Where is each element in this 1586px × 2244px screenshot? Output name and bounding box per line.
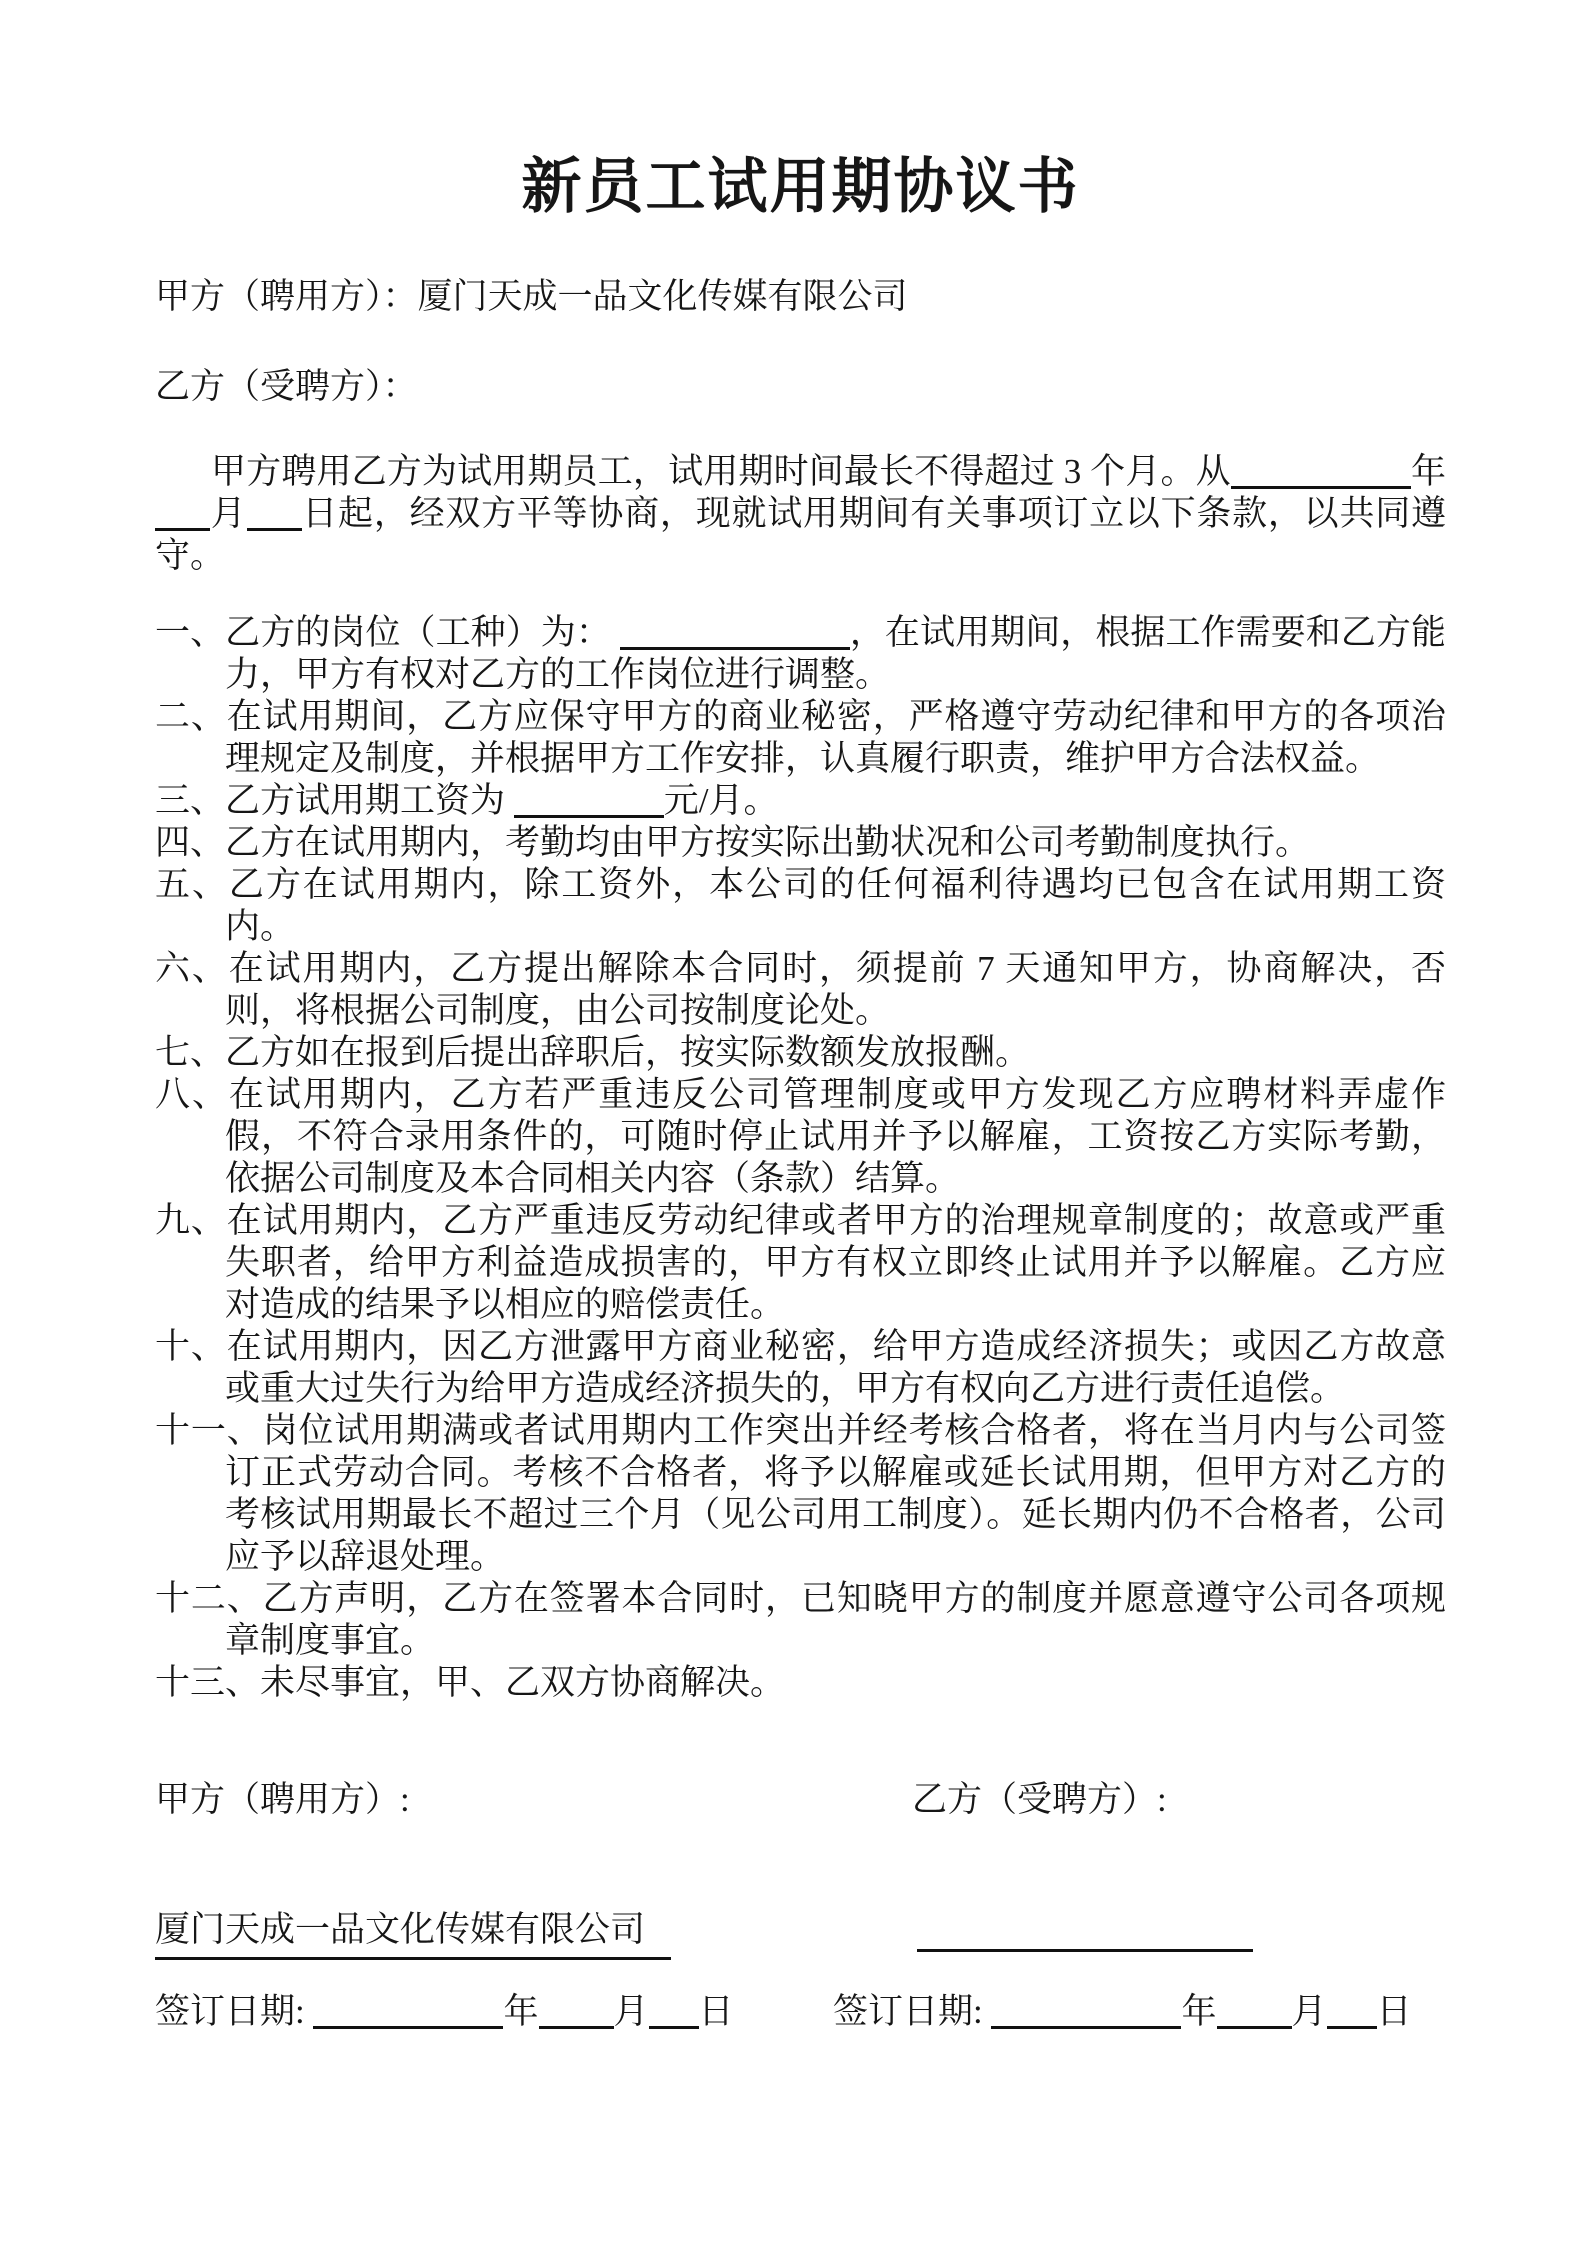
party-b-label: 乙方（受聘方）： bbox=[155, 367, 418, 406]
clause-number: 一、 bbox=[155, 613, 226, 652]
clause-number: 十一、 bbox=[155, 1411, 263, 1450]
text-run: 日 bbox=[698, 1992, 734, 2031]
text-run: 日 bbox=[1376, 1992, 1412, 2031]
text-run: 乙方如在报到后提出辞职后，按实际数额发放报酬。 bbox=[225, 1033, 1031, 1072]
fill-in-blank bbox=[313, 2000, 503, 2029]
text-run: 乙方的岗位（工种）为： bbox=[225, 613, 620, 652]
fill-in-blank bbox=[1231, 460, 1411, 489]
text-run: 月 bbox=[613, 1992, 649, 2031]
clause-number: 三、 bbox=[155, 781, 226, 820]
text-run: 日起，经双方平等协商，现就试用期间有关事项订立以下条款，以共同遵守。 bbox=[155, 494, 1446, 575]
clause-12 bbox=[155, 1578, 1446, 1662]
fill-in-blank bbox=[1327, 2000, 1377, 2029]
clause-3 bbox=[155, 780, 1446, 822]
clause-8 bbox=[155, 1074, 1446, 1200]
text-run: 月 bbox=[1291, 1992, 1327, 2031]
clause-9 bbox=[155, 1200, 1446, 1326]
clause-number: 七、 bbox=[155, 1033, 226, 1072]
clause-1 bbox=[155, 612, 1446, 696]
clause-number: 六、 bbox=[155, 949, 229, 988]
text-run: 元/月。 bbox=[663, 781, 779, 820]
text-run: 乙方声明，乙方在签署本合同时，已知晓甲方的制度并愿意遵守公司各项规章制度事宜。 bbox=[225, 1579, 1446, 1660]
text-run: 在试用期内，乙方提出解除本合同时，须提前 7 天通知甲方，协商解决，否则，将根据公司制度，由公司按制度论处。 bbox=[225, 949, 1446, 1030]
clause-number: 九、 bbox=[155, 1201, 227, 1240]
text-run: 在试用期间，乙方应保守甲方的商业秘密，严格遵守劳动纪律和甲方的各项治理规定及制度，并根据甲方工作安排，认真履行职责，维护甲方合法权益。 bbox=[225, 697, 1446, 778]
signature-party-a-label: 甲方（聘用方）: bbox=[155, 1780, 410, 1819]
signature-dates-row bbox=[155, 1991, 1446, 2033]
clause-number: 八、 bbox=[155, 1075, 229, 1114]
party-a-name-underlined: 厦门天成一品文化传媒有限公司 bbox=[155, 1909, 671, 1960]
signature-names-row bbox=[155, 1909, 1446, 1963]
clause-number: 五、 bbox=[155, 865, 229, 904]
fill-in-blank bbox=[247, 502, 302, 531]
party-a-line bbox=[155, 276, 1446, 318]
text-run: 签订日期: bbox=[155, 1992, 314, 2031]
text-run: 月 bbox=[210, 494, 247, 533]
text-run: 未尽事宜，甲、乙双方协商解决。 bbox=[260, 1663, 786, 1702]
signature-labels-row bbox=[155, 1779, 1446, 1821]
sign-date-party-a bbox=[155, 1991, 734, 2033]
fill-in-blank bbox=[620, 621, 850, 650]
fill-in-blank bbox=[155, 502, 210, 531]
clause-10 bbox=[155, 1326, 1446, 1410]
text-run: ，在试用期间，根据工作需要和乙方能力，甲方有权对乙方的工作岗位进行调整。 bbox=[225, 613, 1446, 694]
text-run: 年 bbox=[1181, 1992, 1217, 2031]
clause-number: 十、 bbox=[155, 1327, 227, 1366]
clause-5 bbox=[155, 864, 1446, 948]
clause-6 bbox=[155, 948, 1446, 1032]
text-run: 在试用期内，乙方若严重违反公司管理制度或甲方发现乙方应聘材料弄虚作假，不符合录用条件的，可随时停止试用并予以解雇，工资按乙方实际考勤，依据公司制度及本合同相关内容（条款）结算。 bbox=[225, 1075, 1446, 1198]
clause-13 bbox=[155, 1662, 1446, 1704]
text-run: 乙方试用期工资为 bbox=[225, 781, 514, 820]
text-run: 乙方在试用期内，考勤均由甲方按实际出勤状况和公司考勤制度执行。 bbox=[225, 823, 1311, 862]
fill-in-blank bbox=[514, 789, 664, 818]
clause-number: 四、 bbox=[155, 823, 226, 862]
fill-in-blank bbox=[649, 2000, 699, 2029]
fill-in-blank bbox=[539, 2000, 614, 2029]
clause-number: 二、 bbox=[155, 697, 227, 736]
party-a-label: 甲方（聘用方）： bbox=[155, 277, 418, 316]
clause-2 bbox=[155, 696, 1446, 780]
clause-number: 十二、 bbox=[155, 1579, 263, 1618]
clause-7 bbox=[155, 1032, 1446, 1074]
intro-paragraph bbox=[155, 451, 1446, 577]
party-b-signature-blank bbox=[917, 1909, 1253, 1952]
signature-party-a-name bbox=[155, 1909, 671, 1960]
text-run: 甲方聘用乙方为试用期员工，试用期时间最长不得超过 3 个月。从 bbox=[211, 452, 1231, 491]
text-run: 乙方在试用期内，除工资外，本公司的任何福利待遇均已包含在试用期工资内。 bbox=[225, 865, 1446, 946]
text-run: 在试用期内，因乙方泄露甲方商业秘密，给甲方造成经济损失；或因乙方故意或重大过失行为给甲方造成经济损失的，甲方有权向乙方进行责任追偿。 bbox=[225, 1327, 1446, 1408]
clause-list bbox=[155, 612, 1446, 1704]
party-b-line bbox=[155, 366, 1446, 408]
document-title: 新员工试用期协议书 bbox=[521, 154, 1080, 220]
text-run: 年 bbox=[503, 1992, 539, 2031]
clause-11 bbox=[155, 1410, 1446, 1578]
signature-party-b-slot bbox=[917, 1909, 1253, 1962]
signature-party-b-label: 乙方（受聘方）: bbox=[912, 1780, 1167, 1819]
clause-number: 十三、 bbox=[155, 1663, 261, 1702]
clause-4 bbox=[155, 822, 1446, 864]
party-a-value: 厦门天成一品文化传媒有限公司 bbox=[417, 277, 908, 316]
text-run: 在试用期内，乙方严重违反劳动纪律或者甲方的治理规章制度的；故意或严重失职者，给甲方利益造成损害的，甲方有权立即终止试用并予以解雇。乙方应对造成的结果予以相应的赔偿责任。 bbox=[225, 1201, 1446, 1324]
fill-in-blank bbox=[991, 2000, 1181, 2029]
text-run: 年 bbox=[1410, 452, 1446, 491]
sign-date-party-b bbox=[833, 1991, 1412, 2033]
text-run: 岗位试用期满或者试用期内工作突出并经考核合格者，将在当月内与公司签订正式劳动合同。考核不合格者，将予以解雇或延长试用期，但甲方对乙方的考核试用期最长不超过三个月（见公司用工制度）。延长期内仍不合格者，公司应予以辞退处理。 bbox=[225, 1411, 1446, 1576]
text-run: 签订日期: bbox=[833, 1992, 992, 2031]
fill-in-blank bbox=[1217, 2000, 1292, 2029]
